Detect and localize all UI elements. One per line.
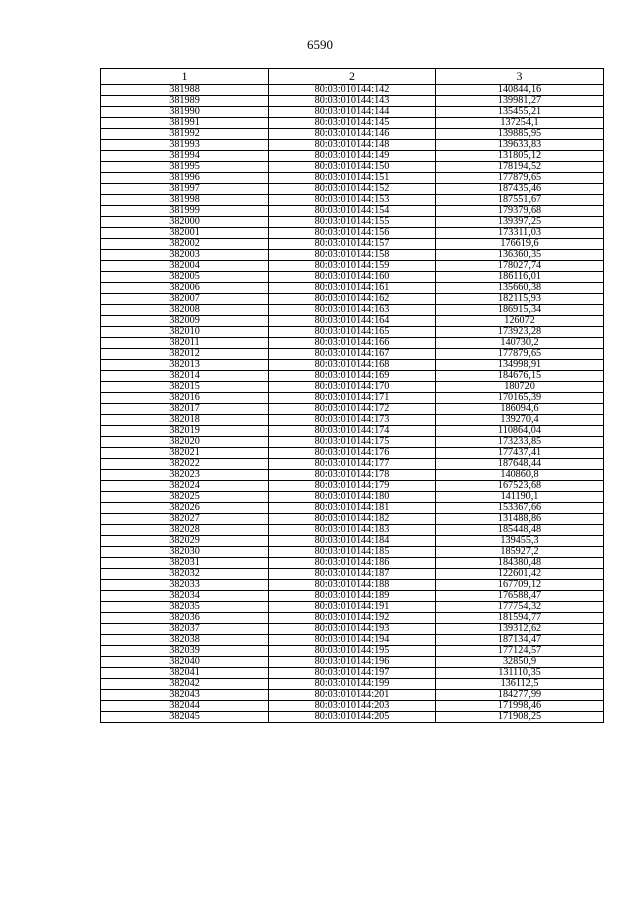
cadastral-number-cell: 80:03:010144:189 (269, 591, 436, 602)
value-cell: 139981,27 (436, 96, 604, 107)
value-cell: 187551,67 (436, 195, 604, 206)
value-cell: 187134,47 (436, 635, 604, 646)
table-row (101, 261, 604, 272)
value-cell: 122601,42 (436, 569, 604, 580)
value-cell: 187648,44 (436, 459, 604, 470)
value-cell: 184380,48 (436, 558, 604, 569)
cadastral-number-cell: 80:03:010144:142 (269, 85, 436, 96)
row-number-cell: 381996 (101, 173, 269, 184)
cadastral-number-cell: 80:03:010144:150 (269, 162, 436, 173)
value-cell: 170165,39 (436, 393, 604, 404)
cadastral-number-cell: 80:03:010144:205 (269, 712, 436, 723)
cadastral-number-cell: 80:03:010144:181 (269, 503, 436, 514)
value-cell: 136112,5 (436, 679, 604, 690)
cadastral-table (100, 68, 604, 723)
table-row (101, 613, 604, 624)
value-cell: 139270,4 (436, 415, 604, 426)
row-number-cell: 382018 (101, 415, 269, 426)
row-number-cell: 382000 (101, 217, 269, 228)
row-number-cell: 382011 (101, 338, 269, 349)
table-row (101, 107, 604, 118)
row-number-cell: 382028 (101, 525, 269, 536)
table-row (101, 448, 604, 459)
row-number-cell: 382023 (101, 470, 269, 481)
table-row (101, 327, 604, 338)
cadastral-number-cell: 80:03:010144:171 (269, 393, 436, 404)
table-row (101, 140, 604, 151)
column-header-2: 2 (269, 69, 436, 85)
value-cell: 110864,04 (436, 426, 604, 437)
row-number-cell: 382045 (101, 712, 269, 723)
value-cell: 186915,34 (436, 305, 604, 316)
table-row (101, 151, 604, 162)
row-number-cell: 382004 (101, 261, 269, 272)
cadastral-number-cell: 80:03:010144:173 (269, 415, 436, 426)
value-cell: 171908,25 (436, 712, 604, 723)
table-row (101, 481, 604, 492)
table-row (101, 338, 604, 349)
value-cell: 140860,8 (436, 470, 604, 481)
table-row (101, 525, 604, 536)
table-row (101, 272, 604, 283)
row-number-cell: 382008 (101, 305, 269, 316)
cadastral-number-cell: 80:03:010144:161 (269, 283, 436, 294)
value-cell: 32850,9 (436, 657, 604, 668)
cadastral-number-cell: 80:03:010144:172 (269, 404, 436, 415)
table-body (101, 85, 604, 723)
cadastral-number-cell: 80:03:010144:162 (269, 294, 436, 305)
table-row (101, 250, 604, 261)
value-cell: 187435,46 (436, 184, 604, 195)
row-number-cell: 382020 (101, 437, 269, 448)
row-number-cell: 382027 (101, 514, 269, 525)
row-number-cell: 381998 (101, 195, 269, 206)
cadastral-number-cell: 80:03:010144:194 (269, 635, 436, 646)
row-number-cell: 382019 (101, 426, 269, 437)
row-number-cell: 382029 (101, 536, 269, 547)
table-row (101, 536, 604, 547)
value-cell: 140844,16 (436, 85, 604, 96)
row-number-cell: 382014 (101, 371, 269, 382)
table-row (101, 294, 604, 305)
row-number-cell: 382003 (101, 250, 269, 261)
row-number-cell: 382040 (101, 657, 269, 668)
cadastral-number-cell: 80:03:010144:178 (269, 470, 436, 481)
value-cell: 126072 (436, 316, 604, 327)
cadastral-number-cell: 80:03:010144:195 (269, 646, 436, 657)
row-number-cell: 382024 (101, 481, 269, 492)
row-number-cell: 382002 (101, 239, 269, 250)
cadastral-number-cell: 80:03:010144:185 (269, 547, 436, 558)
cadastral-number-cell: 80:03:010144:163 (269, 305, 436, 316)
row-number-cell: 381992 (101, 129, 269, 140)
table-row (101, 470, 604, 481)
row-number-cell: 382032 (101, 569, 269, 580)
table-row (101, 283, 604, 294)
row-number-cell: 382042 (101, 679, 269, 690)
cadastral-number-cell: 80:03:010144:165 (269, 327, 436, 338)
cadastral-number-cell: 80:03:010144:143 (269, 96, 436, 107)
table-row (101, 316, 604, 327)
value-cell: 173923,28 (436, 327, 604, 338)
value-cell: 139397,25 (436, 217, 604, 228)
table-row (101, 371, 604, 382)
table-row (101, 404, 604, 415)
value-cell: 178027,74 (436, 261, 604, 272)
cadastral-number-cell: 80:03:010144:145 (269, 118, 436, 129)
table-row (101, 602, 604, 613)
row-number-cell: 382034 (101, 591, 269, 602)
row-number-cell: 382016 (101, 393, 269, 404)
table-row (101, 679, 604, 690)
cadastral-number-cell: 80:03:010144:182 (269, 514, 436, 525)
value-cell: 131488,86 (436, 514, 604, 525)
table-row (101, 228, 604, 239)
table-row (101, 580, 604, 591)
cadastral-number-cell: 80:03:010144:146 (269, 129, 436, 140)
row-number-cell: 382036 (101, 613, 269, 624)
value-cell: 136360,35 (436, 250, 604, 261)
row-number-cell: 382038 (101, 635, 269, 646)
cadastral-number-cell: 80:03:010144:144 (269, 107, 436, 118)
cadastral-number-cell: 80:03:010144:148 (269, 140, 436, 151)
value-cell: 180720 (436, 382, 604, 393)
value-cell: 179379,68 (436, 206, 604, 217)
cadastral-number-cell: 80:03:010144:193 (269, 624, 436, 635)
value-cell: 177879,65 (436, 173, 604, 184)
row-number-cell: 382041 (101, 668, 269, 679)
column-header-1: 1 (101, 69, 269, 85)
cadastral-number-cell: 80:03:010144:187 (269, 569, 436, 580)
row-number-cell: 382037 (101, 624, 269, 635)
row-number-cell: 382025 (101, 492, 269, 503)
table-header-row (101, 69, 604, 85)
row-number-cell: 382001 (101, 228, 269, 239)
row-number-cell: 382026 (101, 503, 269, 514)
cadastral-number-cell: 80:03:010144:155 (269, 217, 436, 228)
value-cell: 173233,85 (436, 437, 604, 448)
cadastral-number-cell: 80:03:010144:170 (269, 382, 436, 393)
row-number-cell: 382021 (101, 448, 269, 459)
cadastral-number-cell: 80:03:010144:186 (269, 558, 436, 569)
row-number-cell: 382010 (101, 327, 269, 338)
table-row (101, 668, 604, 679)
value-cell: 185927,2 (436, 547, 604, 558)
value-cell: 177754,32 (436, 602, 604, 613)
value-cell: 173311,03 (436, 228, 604, 239)
value-cell: 176619,6 (436, 239, 604, 250)
cadastral-number-cell: 80:03:010144:153 (269, 195, 436, 206)
row-number-cell: 382033 (101, 580, 269, 591)
table-row (101, 217, 604, 228)
cadastral-number-cell: 80:03:010144:167 (269, 349, 436, 360)
table-row (101, 646, 604, 657)
row-number-cell: 382031 (101, 558, 269, 569)
row-number-cell: 381997 (101, 184, 269, 195)
table-row (101, 547, 604, 558)
cadastral-number-cell: 80:03:010144:169 (269, 371, 436, 382)
row-number-cell: 382022 (101, 459, 269, 470)
value-cell: 184277,99 (436, 690, 604, 701)
table-row (101, 360, 604, 371)
table-row (101, 206, 604, 217)
table-row (101, 657, 604, 668)
table-row (101, 349, 604, 360)
table-row (101, 184, 604, 195)
cadastral-number-cell: 80:03:010144:201 (269, 690, 436, 701)
row-number-cell: 381993 (101, 140, 269, 151)
table-row (101, 129, 604, 140)
value-cell: 184676,15 (436, 371, 604, 382)
table-row (101, 415, 604, 426)
cadastral-number-cell: 80:03:010144:180 (269, 492, 436, 503)
cadastral-number-cell: 80:03:010144:152 (269, 184, 436, 195)
table-row (101, 195, 604, 206)
cadastral-number-cell: 80:03:010144:188 (269, 580, 436, 591)
cadastral-number-cell: 80:03:010144:151 (269, 173, 436, 184)
value-cell: 185448,48 (436, 525, 604, 536)
cadastral-number-cell: 80:03:010144:168 (269, 360, 436, 371)
cadastral-number-cell: 80:03:010144:191 (269, 602, 436, 613)
table-row (101, 118, 604, 129)
value-cell: 167523,68 (436, 481, 604, 492)
row-number-cell: 382035 (101, 602, 269, 613)
table-row (101, 591, 604, 602)
table-row (101, 85, 604, 96)
row-number-cell: 381990 (101, 107, 269, 118)
value-cell: 139455,3 (436, 536, 604, 547)
cadastral-number-cell: 80:03:010144:158 (269, 250, 436, 261)
value-cell: 186116,01 (436, 272, 604, 283)
row-number-cell: 382009 (101, 316, 269, 327)
table-row (101, 712, 604, 723)
cadastral-number-cell: 80:03:010144:176 (269, 448, 436, 459)
value-cell: 182115,93 (436, 294, 604, 305)
cadastral-number-cell: 80:03:010144:149 (269, 151, 436, 162)
value-cell: 181594,77 (436, 613, 604, 624)
row-number-cell: 382007 (101, 294, 269, 305)
value-cell: 177879,65 (436, 349, 604, 360)
table-row (101, 393, 604, 404)
value-cell: 176588,47 (436, 591, 604, 602)
table-row (101, 690, 604, 701)
table-row (101, 701, 604, 712)
value-cell: 135660,38 (436, 283, 604, 294)
value-cell: 139312,62 (436, 624, 604, 635)
row-number-cell: 382005 (101, 272, 269, 283)
table-row (101, 426, 604, 437)
cadastral-number-cell: 80:03:010144:203 (269, 701, 436, 712)
cadastral-number-cell: 80:03:010144:175 (269, 437, 436, 448)
row-number-cell: 382039 (101, 646, 269, 657)
table-row (101, 558, 604, 569)
value-cell: 139633,83 (436, 140, 604, 151)
value-cell: 139885,95 (436, 129, 604, 140)
value-cell: 141190,1 (436, 492, 604, 503)
row-number-cell: 381988 (101, 85, 269, 96)
value-cell: 171998,46 (436, 701, 604, 712)
row-number-cell: 381999 (101, 206, 269, 217)
row-number-cell: 382017 (101, 404, 269, 415)
value-cell: 137254,1 (436, 118, 604, 129)
cadastral-number-cell: 80:03:010144:177 (269, 459, 436, 470)
table-row (101, 503, 604, 514)
table-row (101, 305, 604, 316)
table-row (101, 624, 604, 635)
cadastral-number-cell: 80:03:010144:154 (269, 206, 436, 217)
cadastral-number-cell: 80:03:010144:197 (269, 668, 436, 679)
row-number-cell: 381995 (101, 162, 269, 173)
table-row (101, 96, 604, 107)
row-number-cell: 382043 (101, 690, 269, 701)
value-cell: 140730,2 (436, 338, 604, 349)
table-row (101, 459, 604, 470)
row-number-cell: 382044 (101, 701, 269, 712)
table-row (101, 569, 604, 580)
value-cell: 153367,66 (436, 503, 604, 514)
value-cell: 186094,6 (436, 404, 604, 415)
table-row (101, 514, 604, 525)
column-header-3: 3 (436, 69, 604, 85)
value-cell: 177437,41 (436, 448, 604, 459)
value-cell: 131110,35 (436, 668, 604, 679)
cadastral-number-cell: 80:03:010144:160 (269, 272, 436, 283)
cadastral-number-cell: 80:03:010144:196 (269, 657, 436, 668)
table-row (101, 382, 604, 393)
row-number-cell: 382006 (101, 283, 269, 294)
cadastral-number-cell: 80:03:010144:199 (269, 679, 436, 690)
cadastral-number-cell: 80:03:010144:164 (269, 316, 436, 327)
page-number: 6590 (307, 37, 333, 52)
value-cell: 177124,57 (436, 646, 604, 657)
value-cell: 178194,52 (436, 162, 604, 173)
row-number-cell: 382030 (101, 547, 269, 558)
value-cell: 167709,12 (436, 580, 604, 591)
row-number-cell: 382013 (101, 360, 269, 371)
table-row (101, 437, 604, 448)
table-row (101, 239, 604, 250)
cadastral-number-cell: 80:03:010144:157 (269, 239, 436, 250)
row-number-cell: 382012 (101, 349, 269, 360)
cadastral-number-cell: 80:03:010144:156 (269, 228, 436, 239)
table-row (101, 635, 604, 646)
cadastral-number-cell: 80:03:010144:192 (269, 613, 436, 624)
row-number-cell: 381989 (101, 96, 269, 107)
value-cell: 135455,21 (436, 107, 604, 118)
row-number-cell: 382015 (101, 382, 269, 393)
cadastral-number-cell: 80:03:010144:184 (269, 536, 436, 547)
cadastral-number-cell: 80:03:010144:159 (269, 261, 436, 272)
row-number-cell: 381991 (101, 118, 269, 129)
value-cell: 134998,91 (436, 360, 604, 371)
cadastral-number-cell: 80:03:010144:179 (269, 481, 436, 492)
table-row (101, 492, 604, 503)
table-row (101, 162, 604, 173)
row-number-cell: 381994 (101, 151, 269, 162)
table-row (101, 173, 604, 184)
cadastral-number-cell: 80:03:010144:166 (269, 338, 436, 349)
cadastral-number-cell: 80:03:010144:183 (269, 525, 436, 536)
value-cell: 131805,12 (436, 151, 604, 162)
cadastral-number-cell: 80:03:010144:174 (269, 426, 436, 437)
